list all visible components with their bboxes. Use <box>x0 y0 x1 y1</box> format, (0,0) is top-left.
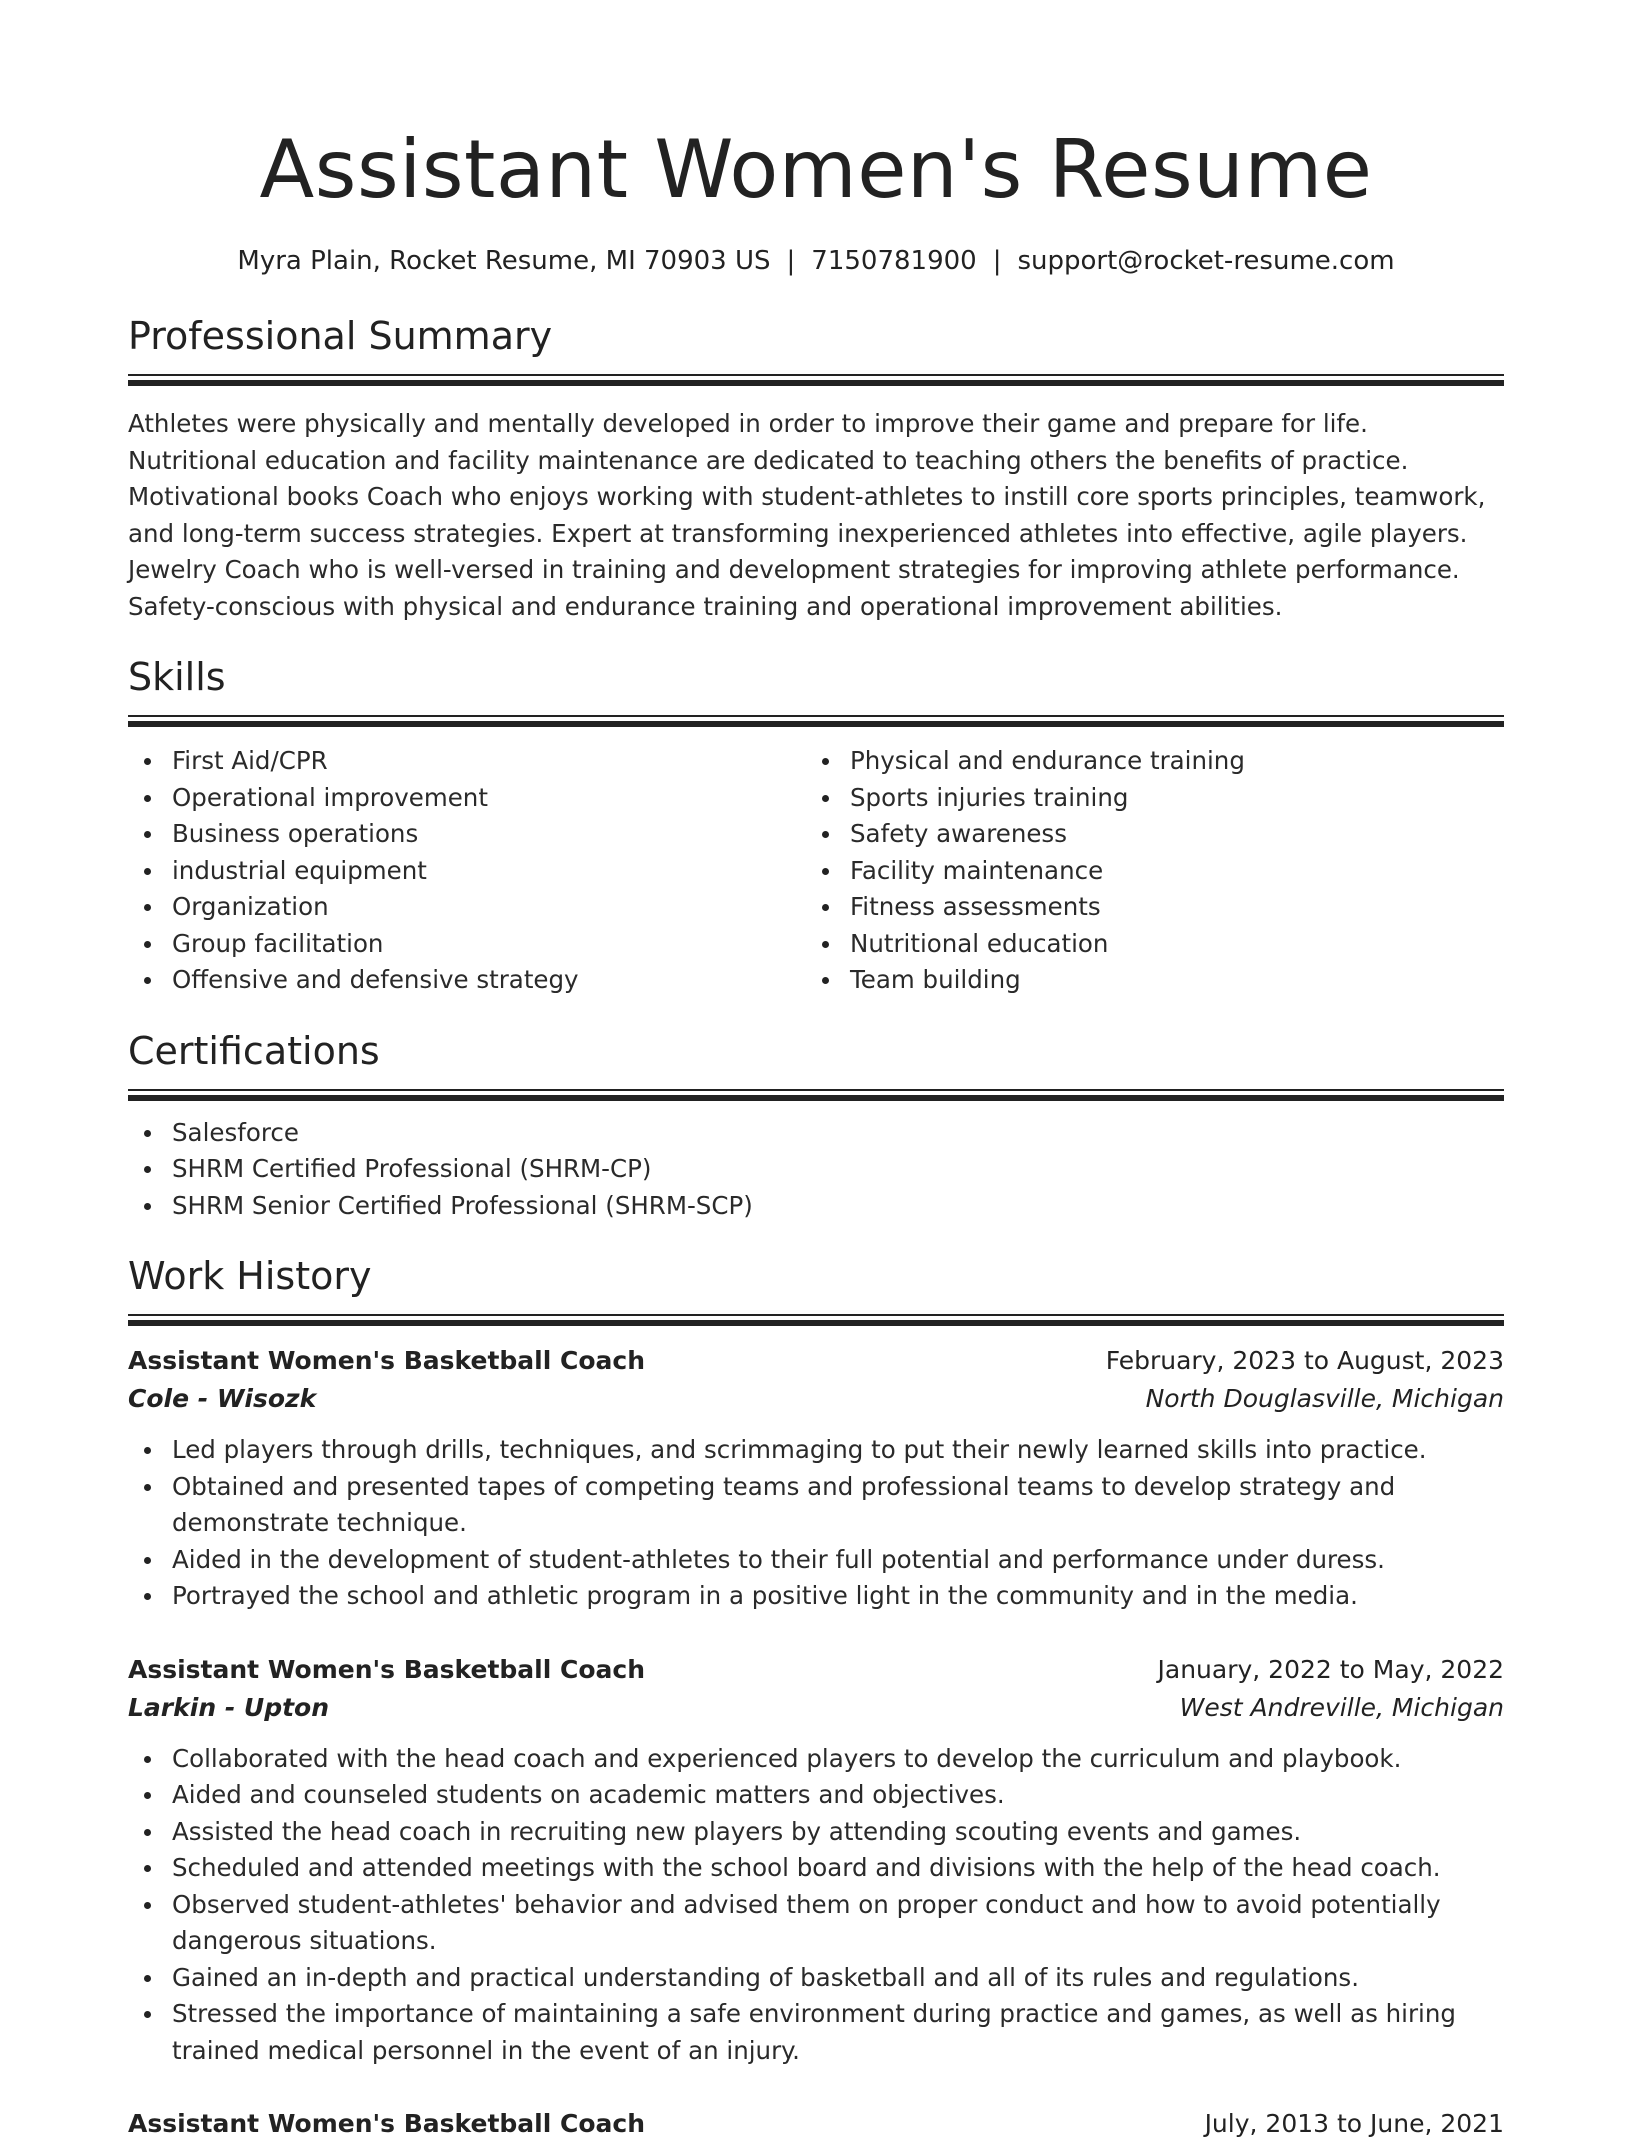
job-duty: Led players through drills, techniques, and scrimmaging to put their newly learned skills into practice. <box>172 1432 1504 1469</box>
skill-item: Offensive and defensive strategy <box>172 962 806 999</box>
job-duty: Gained an in-depth and practical understanding of basketball and all of its rules and regulations. <box>172 1960 1504 1997</box>
skill-item: Group facilitation <box>172 926 806 963</box>
skill-item: Fitness assessments <box>850 889 1484 926</box>
job-duty: Aided in the development of student-athletes to their full potential and performance under duress. <box>172 1542 1504 1579</box>
skill-item: Team building <box>850 962 1484 999</box>
job-location: North Douglasville, Michigan <box>1145 1384 1504 1413</box>
job-entry <box>128 1651 1504 2070</box>
job-duty: Obtained and presented tapes of competing teams and professional teams to develop strategy and demonstrate technique. <box>172 1469 1504 1542</box>
skills-right-list <box>806 743 1484 999</box>
summary-text: Athletes were physically and mentally developed in order to improve their game and prepare for life. Nutritional education and facility maintenance are dedicated to teaching others the benefits of practice. Motivational books Coach who enjoys working with student-athletes to instill core sports principles, teamwork, and long-term success strategies. Expert at transforming inexperienced athletes into effective, agile players. Jewelry Coach who is well-versed in training and development strategies for improving athlete performance. Safety-conscious with physical and endurance training and operational improvement abilities. <box>128 409 1486 621</box>
skill-item: Operational improvement <box>172 780 806 817</box>
certifications-heading: Certifications <box>128 1028 380 1073</box>
job-subheader-row <box>128 1380 1504 1418</box>
skills-left-list <box>128 743 806 999</box>
summary-section <box>128 312 1504 625</box>
skills-left-column <box>128 743 806 999</box>
job-header-row <box>128 1651 1504 1689</box>
job-title: Assistant Women's Basketball Coach <box>128 2109 646 2138</box>
contact-email: support@rocket-resume.com <box>1017 246 1395 276</box>
skill-item: Organization <box>172 889 806 926</box>
job-duties-list <box>128 1432 1504 1615</box>
skill-item: Nutritional education <box>850 926 1484 963</box>
certification-item: SHRM Senior Certified Professional (SHRM-SCP) <box>172 1188 1504 1225</box>
certification-item: Salesforce <box>172 1115 1504 1152</box>
job-duty: Stressed the importance of maintaining a safe environment during practice and games, as well as hiring trained medical personnel in the event of an injury. <box>172 1996 1504 2069</box>
certifications-section <box>128 1027 1504 1225</box>
skills-columns <box>128 743 1504 999</box>
section-divider <box>128 374 1504 386</box>
skill-item: Business operations <box>172 816 806 853</box>
job-entry <box>128 2105 1504 2143</box>
job-duty: Scheduled and attended meetings with the school board and divisions with the help of the head coach. <box>172 1850 1504 1887</box>
job-dates: February, 2023 to August, 2023 <box>1105 1346 1504 1375</box>
contact-separator: | <box>992 246 1002 276</box>
summary-heading: Professional Summary <box>128 314 553 358</box>
skill-item: Safety awareness <box>850 816 1484 853</box>
contact-line <box>128 244 1504 278</box>
job-duties-list <box>128 1741 1504 2070</box>
job-entry <box>128 1342 1504 1615</box>
skills-heading: Skills <box>128 655 226 699</box>
skill-item: Facility maintenance <box>850 853 1484 890</box>
resume-title: Assistant Women's Resume <box>259 123 1373 216</box>
work-history-section <box>128 1252 1504 2143</box>
work-history-heading: Work History <box>128 1254 372 1298</box>
job-header-row <box>128 1342 1504 1380</box>
job-dates: July, 2013 to June, 2021 <box>1204 2109 1504 2138</box>
job-duty: Observed student-athletes' behavior and advised them on proper conduct and how to avoid potentially dangerous situations. <box>172 1887 1504 1960</box>
skill-item: First Aid/CPR <box>172 743 806 780</box>
job-duty: Aided and counseled students on academic matters and objectives. <box>172 1777 1504 1814</box>
certification-item: SHRM Certified Professional (SHRM-CP) <box>172 1151 1504 1188</box>
skill-item: Sports injuries training <box>850 780 1484 817</box>
job-duty: Collaborated with the head coach and experienced players to develop the curriculum and playbook. <box>172 1741 1504 1778</box>
job-header-row <box>128 2105 1504 2143</box>
contact-address: Myra Plain, Rocket Resume, MI 70903 US <box>237 246 771 276</box>
job-title: Assistant Women's Basketball Coach <box>128 1346 646 1375</box>
skills-right-column <box>806 743 1484 999</box>
certifications-list <box>128 1115 1504 1225</box>
job-company: Larkin - Upton <box>128 1692 330 1722</box>
job-company: Cole - Wisozk <box>128 1384 317 1413</box>
job-duty: Assisted the head coach in recruiting new players by attending scouting events and games. <box>172 1814 1504 1851</box>
contact-separator: | <box>786 246 796 276</box>
skill-item: Physical and endurance training <box>850 743 1484 780</box>
skill-item: industrial equipment <box>172 853 806 890</box>
job-location: West Andreville, Michigan <box>1179 1692 1504 1722</box>
skills-section <box>128 653 1504 999</box>
section-divider <box>128 1089 1504 1101</box>
section-divider <box>128 715 1504 727</box>
resume-page <box>128 0 1504 2143</box>
job-duty: Portrayed the school and athletic program in a positive light in the community and in the media. <box>172 1578 1504 1615</box>
job-dates: January, 2022 to May, 2022 <box>1157 1654 1504 1684</box>
job-subheader-row <box>128 1689 1504 1727</box>
contact-phone: 7150781900 <box>811 246 977 276</box>
job-title: Assistant Women's Basketball Coach <box>128 1654 646 1684</box>
section-divider <box>128 1314 1504 1326</box>
